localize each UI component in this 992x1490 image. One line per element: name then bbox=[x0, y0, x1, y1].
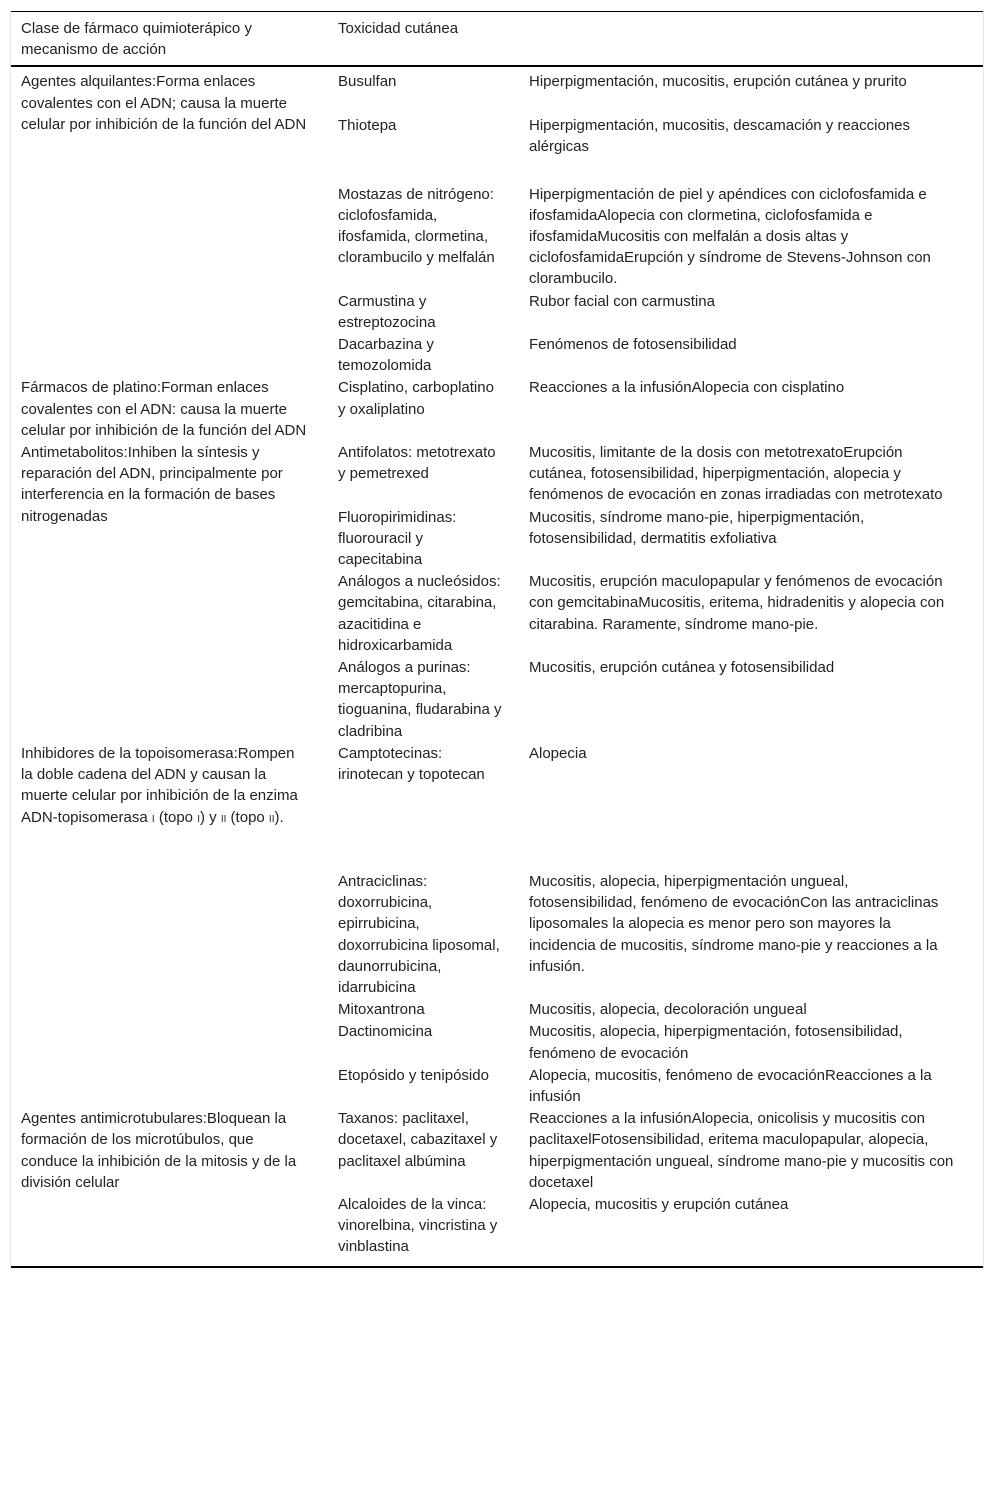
drug-cell: Análogos a nucleósidos: gemcitabina, citarabina, azacitidina e hidroxicarbamida bbox=[338, 573, 501, 654]
table-header-row bbox=[11, 12, 983, 67]
toxicity-cell: Mucositis, erupción cutánea y fotosensibilidad bbox=[529, 659, 835, 677]
toxicity-cell: Reacciones a la infusiónAlopecia, onicolisis y mucositis con paclitaxelFotosensibilidad, eritema maculopapular, alopecia, hiperpigmentación ungueal, síndrome mano-pie y mucositis con docetaxel bbox=[529, 1110, 954, 1191]
toxicity-cell: Alopecia, mucositis, fenómeno de evocaciónReacciones a la infusión bbox=[529, 1066, 932, 1105]
drug-cell: Fluoropirimidinas: fluorouracil y capecitabina bbox=[338, 508, 457, 569]
drug-class-cell: Agentes antimicrotubulares:Bloquean la formación de los microtúbulos, que conduce la inhibición de la mitosis y de la división celular bbox=[21, 1110, 297, 1191]
toxicity-cell: Reacciones a la infusiónAlopecia con cisplatino bbox=[529, 379, 845, 397]
toxicity-table-container bbox=[10, 11, 984, 1268]
toxicity-cell: Mucositis, alopecia, hiperpigmentación, fotosensibilidad, fenómeno de evocación bbox=[529, 1023, 903, 1062]
drug-cell: Thiotepa bbox=[338, 116, 397, 134]
drug-class-cell: Antimetabolitos:Inhiben la síntesis y reparación del ADN, principalmente por interferencia en la formación de bases nitrogenadas bbox=[21, 444, 283, 525]
roman-numeral: II bbox=[220, 813, 227, 825]
drug-cell: Dactinomicina bbox=[338, 1023, 433, 1041]
drug-class-cell bbox=[11, 742, 328, 1107]
table-row bbox=[11, 742, 983, 870]
roman-numeral: I bbox=[197, 813, 200, 825]
drug-cell: Camptotecinas: irinotecan y topotecan bbox=[338, 744, 485, 784]
toxicity-cell: Fenómenos de fotosensibilidad bbox=[529, 336, 737, 354]
drug-cell: Antraciclinas: doxorrubicina, epirrubicina, doxorrubicina liposomal, daunorrubicina, idarrubicina bbox=[338, 872, 500, 996]
drug-cell: Etopósido y tenipósido bbox=[338, 1066, 489, 1084]
drug-class-cell: Fármacos de platino:Forman enlaces covalentes con el ADN: causa la muerte celular por inhibición de la función del ADN bbox=[21, 379, 307, 439]
toxicity-cell: Hiperpigmentación de piel y apéndices con ciclofosfamida e ifosfamidaAlopecia con clormetina, ciclofosfamida e ifosfamidaMucositis con melfalán a dosis altas y ciclofosfamidaErupción y síndrome de Stevens-Johnson con clorambucilo. bbox=[529, 185, 931, 288]
cutaneous-toxicity-table bbox=[11, 11, 983, 1268]
toxicity-cell: Mucositis, síndrome mano-pie, hiperpigmentación, fotosensibilidad, dermatitis exfoliativa bbox=[529, 508, 865, 547]
header-drug-class: Clase de fármaco quimioterápico y mecanismo de acción bbox=[21, 20, 252, 59]
roman-numeral: II bbox=[268, 813, 275, 825]
table-row bbox=[11, 66, 983, 114]
drug-cell: Carmustina y estreptozocina bbox=[338, 292, 436, 331]
class-text: ). bbox=[274, 808, 284, 826]
drug-cell: Alcaloides de la vinca: vinorelbina, vincristina y vinblastina bbox=[338, 1195, 498, 1256]
toxicity-cell: Hiperpigmentación, mucositis, erupción cutánea y prurito bbox=[529, 73, 907, 91]
toxicity-cell: Alopecia, mucositis y erupción cutánea bbox=[529, 1195, 789, 1213]
drug-cell: Busulfan bbox=[338, 73, 397, 91]
header-empty bbox=[519, 12, 983, 67]
drug-cell: Antifolatos: metotrexato y pemetrexed bbox=[338, 444, 496, 483]
header-cutaneous-toxicity: Toxicidad cutánea bbox=[338, 20, 459, 37]
drug-cell: Cisplatino, carboplatino y oxaliplatino bbox=[338, 379, 494, 418]
class-text: (topo bbox=[226, 808, 269, 826]
toxicity-cell: Rubor facial con carmustina bbox=[529, 292, 715, 310]
class-text: Inhibidores de la topoisomerasa:Rompen la doble cadena del ADN y causan la muerte celular por inhibición de la enzima ADN-topisomerasa bbox=[21, 744, 298, 826]
drug-cell: Mostazas de nitrógeno: ciclofosfamida, ifosfamida, clormetina, clorambucilo y melfalán bbox=[338, 185, 495, 267]
drug-cell: Análogos a purinas: mercaptopurina, tioguanina, fludarabina y cladribina bbox=[338, 659, 502, 740]
drug-cell: Dacarbazina y temozolomida bbox=[338, 336, 434, 375]
class-text: (topo bbox=[154, 808, 198, 826]
toxicity-cell: Mucositis, limitante de la dosis con metotrexatoErupción cutánea, fotosensibilidad, hiperpigmentación, alopecia y fenómenos de evocación en zonas irradiadas con metrotexato bbox=[529, 444, 943, 504]
toxicity-cell: Hiperpigmentación, mucositis, descamación y reacciones alérgicas bbox=[529, 116, 911, 155]
table-row bbox=[11, 441, 983, 506]
toxicity-cell: Mucositis, alopecia, decoloración ungueal bbox=[529, 1001, 807, 1019]
class-text: ) y bbox=[199, 808, 221, 826]
roman-numeral: I bbox=[151, 813, 155, 825]
toxicity-cell: Mucositis, erupción maculopapular y fenómenos de evocación con gemcitabinaMucositis, eritema, hidradenitis y alopecia con citarabina. Raramente, síndrome mano-pie. bbox=[529, 573, 945, 633]
toxicity-cell: Mucositis, alopecia, hiperpigmentación ungueal, fotosensibilidad, fenómeno de evocaciónCon las antraciclinas liposomales la alopecia es menor pero son mayores la incidencia de mucositis, síndrome mano-pie y reacciones a la infusión. bbox=[529, 872, 939, 975]
toxicity-cell: Alopecia bbox=[529, 744, 587, 762]
table-row bbox=[11, 1107, 983, 1193]
drug-cell: Mitoxantrona bbox=[338, 1001, 425, 1019]
table-row bbox=[11, 376, 983, 441]
drug-cell: Taxanos: paclitaxel, docetaxel, cabazitaxel y paclitaxel albúmina bbox=[338, 1110, 498, 1170]
drug-class-cell: Agentes alquilantes:Forma enlaces covalentes con el ADN; causa la muerte celular por inhibición de la función del ADN bbox=[21, 73, 307, 133]
